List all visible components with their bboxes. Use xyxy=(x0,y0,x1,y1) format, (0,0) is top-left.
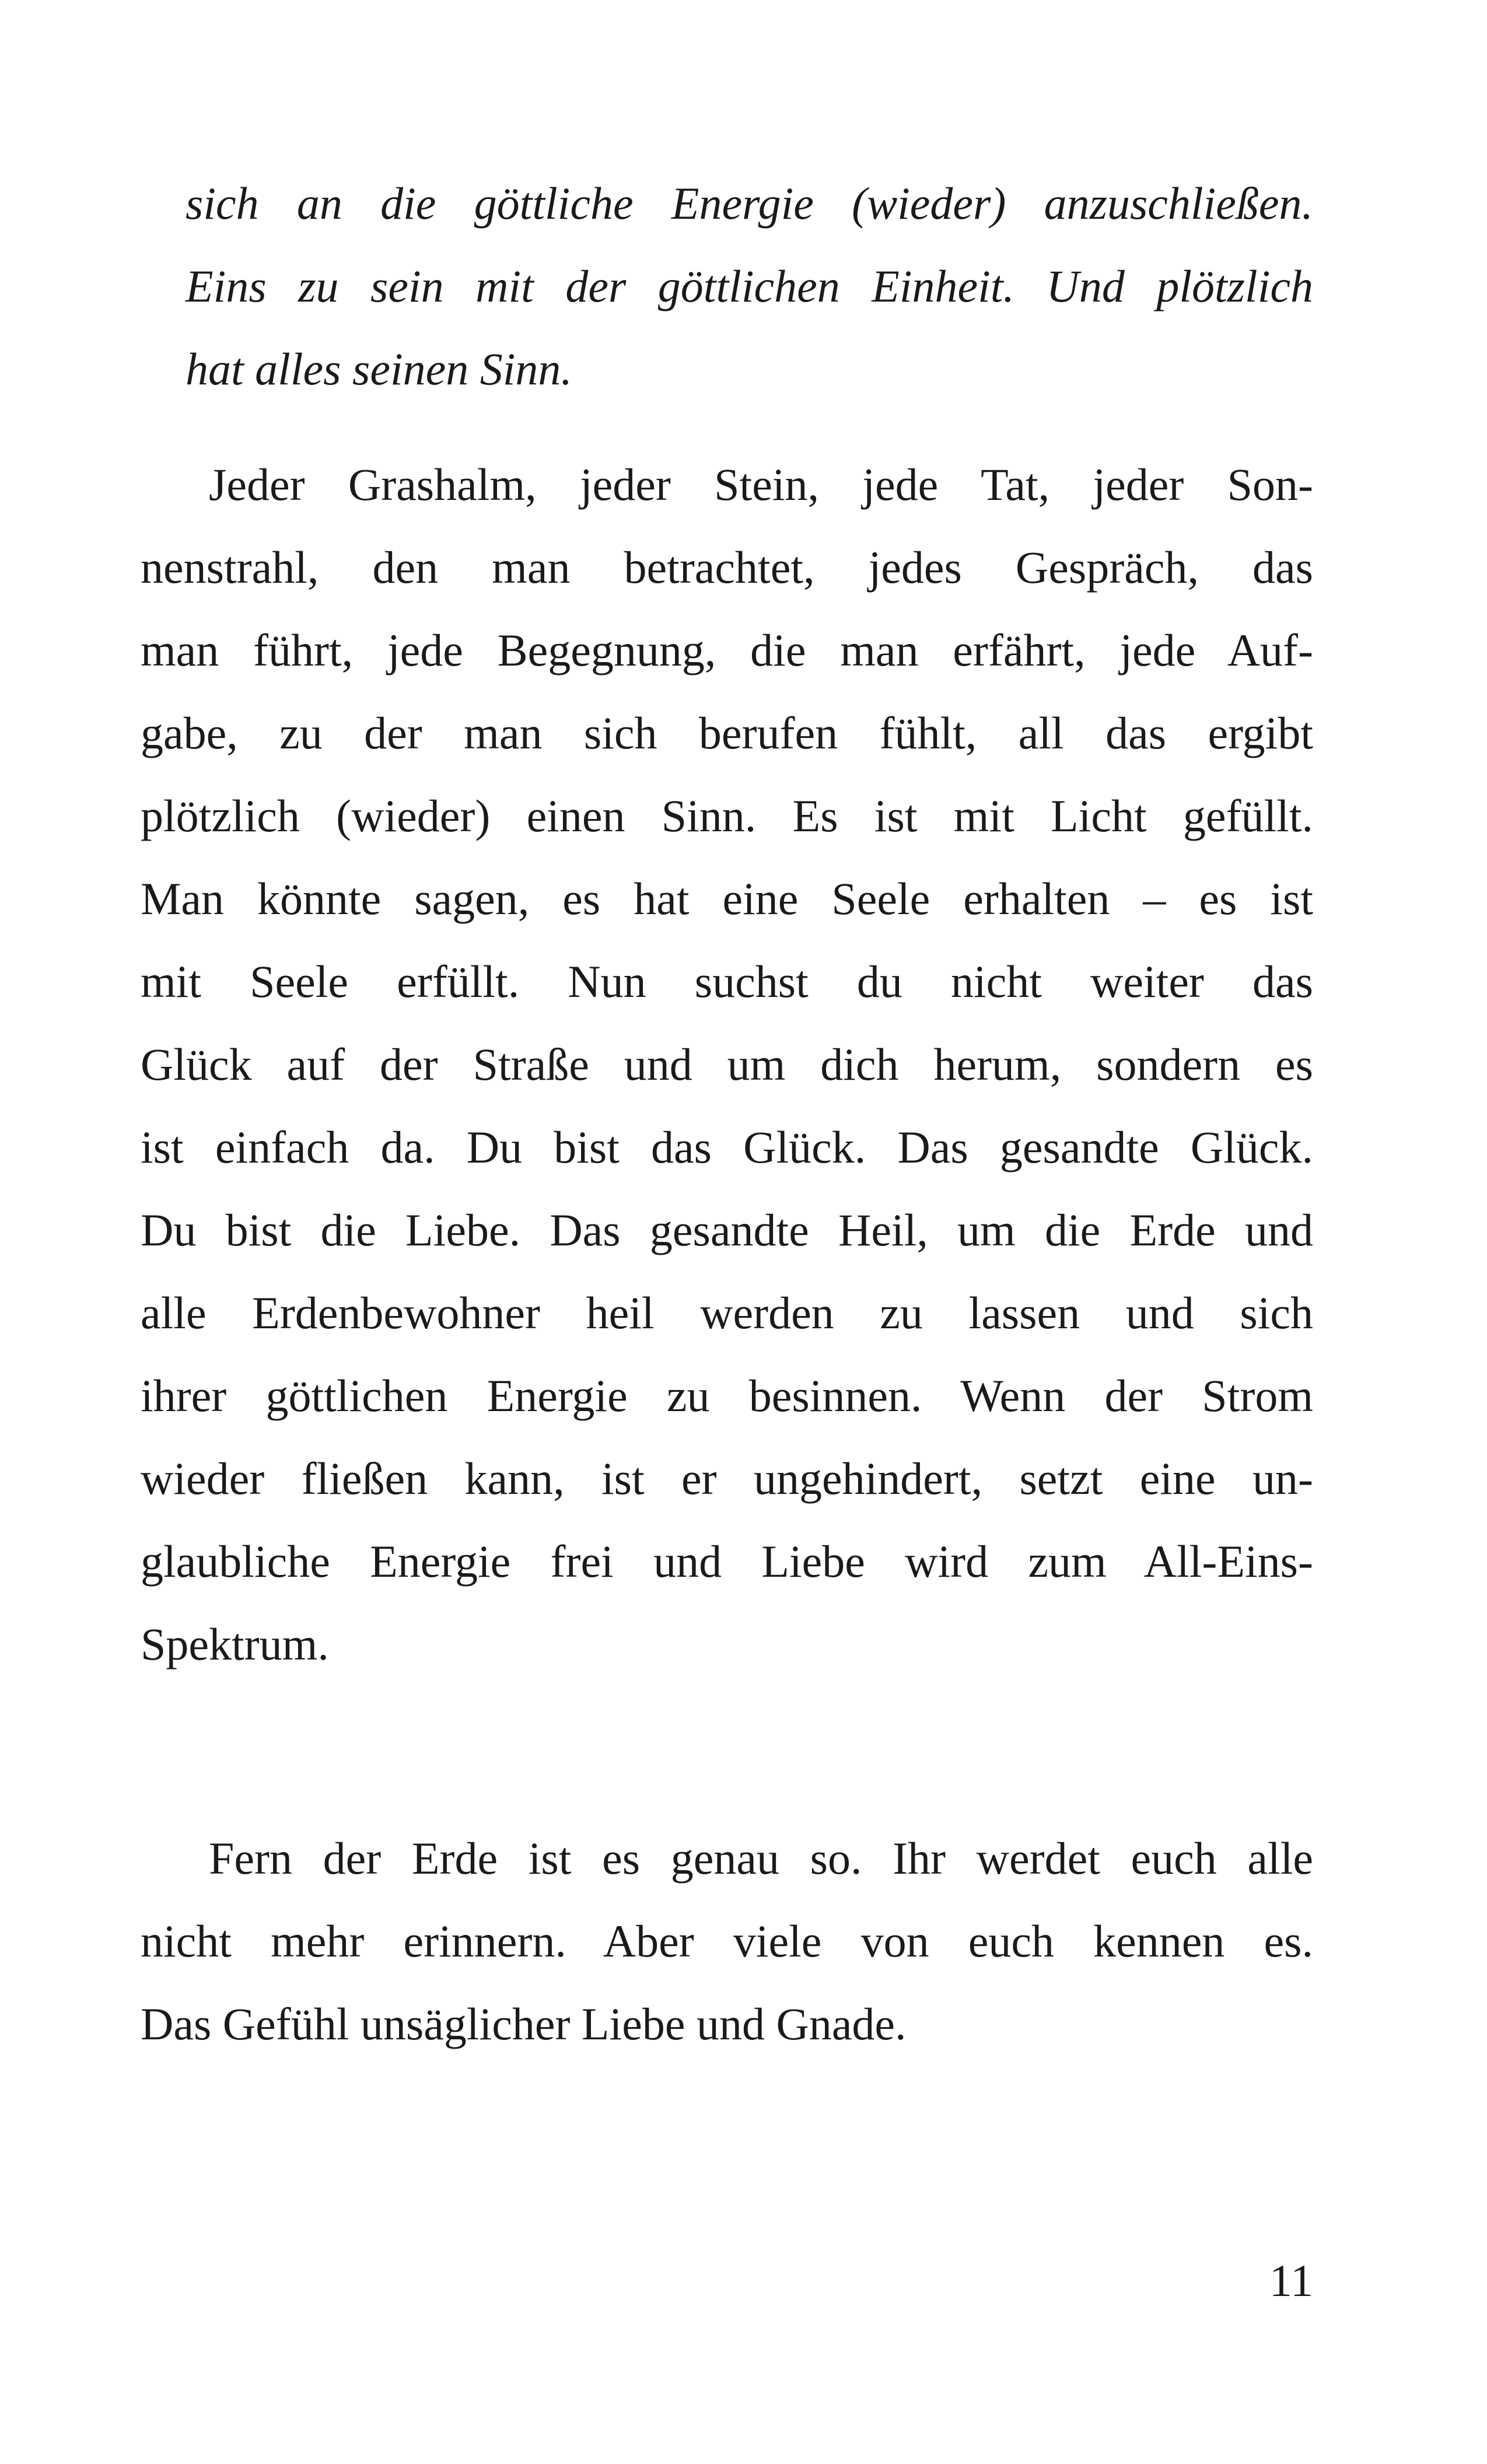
paragraph-line: gabe, zu der man sich berufen fühlt, all das ergibt xyxy=(141,708,1313,758)
paragraph-line: mit Seele erfüllt. Nun suchst du nicht weiter das xyxy=(141,956,1313,1007)
italic-line-3: hat alles seinen Sinn. xyxy=(186,344,572,394)
paragraph-line: nenstrahl, den man betrachtet, jedes Gespräch, das xyxy=(141,542,1313,593)
paragraph-line: alle Erdenbewohner heil werden zu lassen und sich xyxy=(141,1287,1313,1338)
page-number: 11 xyxy=(1269,2255,1313,2306)
paragraph-line: Spektrum. xyxy=(141,1619,329,1670)
paragraph-line: Man könnte sagen, es hat eine Seele erhalten – es ist xyxy=(141,873,1313,924)
paragraph-line: man führt, jede Begegnung, die man erfährt, jede Auf- xyxy=(141,625,1313,676)
paragraph-line: ihrer göttlichen Energie zu besinnen. Wenn der Strom xyxy=(141,1370,1313,1421)
paragraph-line: nicht mehr erinnern. Aber viele von euch kennen es. xyxy=(141,1916,1313,1966)
italic-line-2: Eins zu sein mit der göttlichen Einheit. Und plötzlich xyxy=(186,261,1313,312)
paragraph-line: wieder fließen kann, ist er ungehindert, setzt eine un- xyxy=(141,1453,1313,1504)
body-paragraph-1 xyxy=(141,443,1313,1686)
paragraph-line: Fern der Erde ist es genau so. Ihr werdet euch alle xyxy=(209,1833,1313,1884)
paragraph-line: plötzlich (wieder) einen Sinn. Es ist mit Licht gefüllt. xyxy=(141,790,1313,841)
paragraph-line: Du bist die Liebe. Das gesandte Heil, um die Erde und xyxy=(141,1205,1313,1255)
body-paragraph-2 xyxy=(141,1817,1313,2066)
italic-line-1: sich an die göttliche Energie (wieder) anzuschließen. xyxy=(186,178,1313,229)
paragraph-line: ist einfach da. Du bist das Glück. Das gesandte Glück. xyxy=(141,1122,1313,1172)
paragraph-line: glaubliche Energie frei und Liebe wird zum All-Eins- xyxy=(141,1536,1313,1587)
paragraph-line: Das Gefühl unsäglicher Liebe und Gnade. xyxy=(141,1999,907,2049)
paragraph-line: Jeder Grashalm, jeder Stein, jede Tat, jeder Son- xyxy=(209,459,1313,510)
italic-paragraph xyxy=(186,162,1313,411)
paragraph-line: Glück auf der Straße und um dich herum, sondern es xyxy=(141,1039,1313,1090)
